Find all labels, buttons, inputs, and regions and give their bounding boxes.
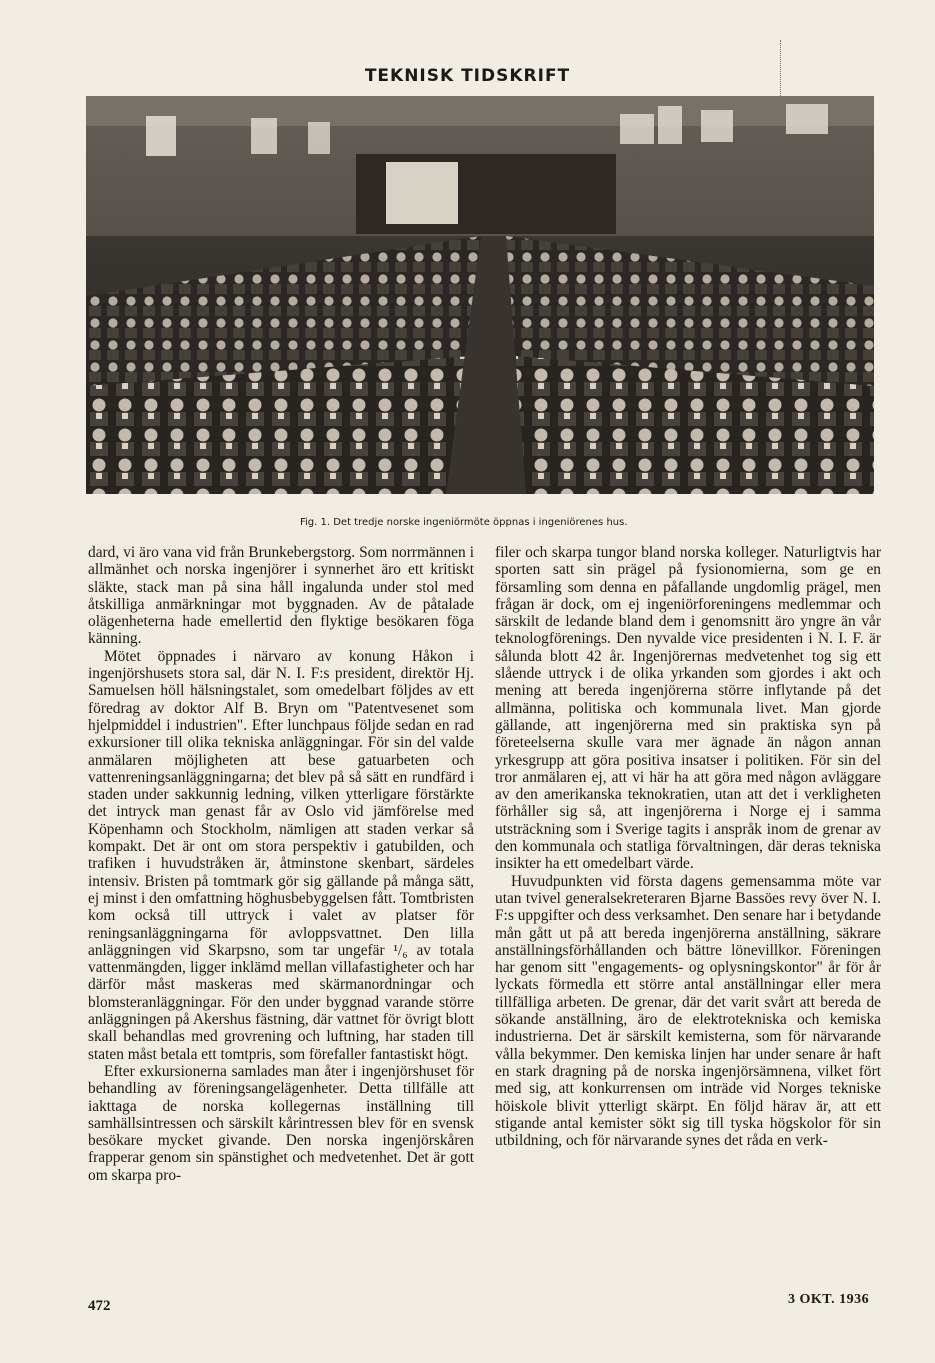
paragraph: Mötet öppnades i närvaro av konung Håkon i ingenjörshusets stora sal, där N. I. F:s president, direktör Hj. Samuelsen höll hälsningstalet, som omedelbart följdes av ett föredrag av doktor Alf B. Bryn om "Patentvesenet som hjelpmiddel i industrien". Efter lunchpaus följde sedan en rad exkursioner till olika tekniska anläggningar. För sin del valde anmälaren möjligheten att bese gatuarbeten och vattenreningsanläggningarna; det blev på så sätt en rundfärd i staden under sakkunnig ledning, vilken ytterligare förstärkte det intryck man genast får av Oslo vid jämförelse med Köpenhamn och Stockholm, nämligen att staden verkar så kompakt. Det är ont om stora perspektiv i gatubilden, och trafiken i huvudstråken är, åtminstone skenbart, särdeles intensiv. Bristen på tomtmark gör sig gällande på många sätt, ej minst i den omfattning höghusbebyggelsen fått. Tomtbristen kom också till uttryck i valet av platser för reningsanläggningarna för avloppsvattnet. Den lilla anläggningen vid Skarpsno, som tar ungefär ¹/₆ av totala vattenmängden, ligger inklämd mellan villafastigheter och har därför måst maskeras med skärmanordningar och blomsteranläggningar. För den under byggnad varande större anläggningen på Akershus fästning, där vattnet för övrigt blott skall behandlas med grovrening och luftning, har staden till staten måst betala ett tomtpris, som förefaller fantastiskt högt.: [88, 647, 474, 1063]
journal-title: TEKNISK TIDSKRIFT: [364, 66, 571, 86]
assembly-photo-svg: [86, 96, 874, 494]
page-number: 472: [88, 1298, 111, 1314]
assembly-photo: [86, 96, 874, 494]
paragraph: Efter exkursionerna samlades man åter i ingenjörshuset för behandling av föreningsangelägenheter. Detta tillfälle att iakttaga de norska kollegernas inställning till samhällsintressen och särskilt kårintressen blev för en svensk besökare mycket givande. Den norska ingenjörskåren frapperar genom sin spänstighet och medvetenhet. Det är gott om skarpa pro-: [88, 1062, 474, 1184]
left-column: [88, 544, 474, 1184]
paragraph: filer och skarpa tungor bland norska kolleger. Naturligtvis har sporten satt sin prägel på fysionomierna, som ge en församling som denna en påfallande ungdomlig prägel, men frågan är dock, om ej ingeniörforeningens medlemmar och särskilt de ledande bland dem i genomsnitt äro yngre än vår teknologförenings. Den nyvalde vice presidenten i N. I. F. är sålunda blott 42 år. Ingenjörernas medvetenhet tog sig ett slående uttryck i de olika yrkanden som gjordes i akt och mening att bereda ingenjörerna större inflytande på det allmänna, politiska och kommunala livet. Man gjorde gällande, att ingenjörerna med sin praktiska syn på företeelserna skulle vara mer ägnade än någon annan yrkesgrupp att göra positiva insatser i politiken. För sin del tror anmälaren ej, att vi här ha att göra med någon avläggare av den amerikanska teknokratien, utan att det i verkligheten förhåller sig så, att ingenjörerna i Norge ej i samma utsträckning som i Sverige tagits i anspråk inom de grenar av den kommunala och statliga förvaltningen, där deras tekniska insikter ha ett omedelbart värde.: [495, 544, 881, 873]
issue-date: 3 OKT. 1936: [788, 1292, 870, 1307]
right-column: [495, 544, 881, 1149]
figure-caption: Fig. 1. Det tredje norske ingeniörmöte öppnas i ingeniörenes hus.: [300, 517, 628, 528]
paragraph: dard, vi äro vana vid från Brunkebergstorg. Som norrmännen i allmänhet och norska ingenjörer i synnerhet äro ett kritiskt släkte, stack man på sina håll ingalunda under stol med åtskilliga anmärkningar mot byggnaden. Av de påtalade olägenheterna hade emellertid den flyktige besökaren föga känning.: [88, 544, 474, 648]
paragraph: Huvudpunkten vid första dagens gemensamma möte var utan tvivel generalsekreteraren Bjarne Bassöes revy över N. I. F:s uppgifter och dess verksamhet. Den senare har i betydande mån gått ut på att bereda ingenjörerna anställning, säkrare anställningsförhållanden och bättre lönevillkor. Föreningen har genom sitt "engagements- og oplysningskontor" år för år lyckats förmedla ett större antal anställningar eller mera tillfälliga arbeten. De grenar, där det varit svårt att bereda de sökande anställning, äro de elektrotekniska och kemiska industrierna. Det är särskilt kemisterna, som för närvarande vålla bekymmer. Den kemiska linjen har under senare år haft en stark dragning på de norska ingenjörsämnena, vilket fört med sig, att konkurrensen om inträde vid Norges tekniske höiskole blivit ytterligt skärpt. En följd härav är, att ett stigande antal kemister sökt sig till tyska högskolor för sin utbildning, och för närvarande synes det råda en verk-: [495, 872, 881, 1150]
